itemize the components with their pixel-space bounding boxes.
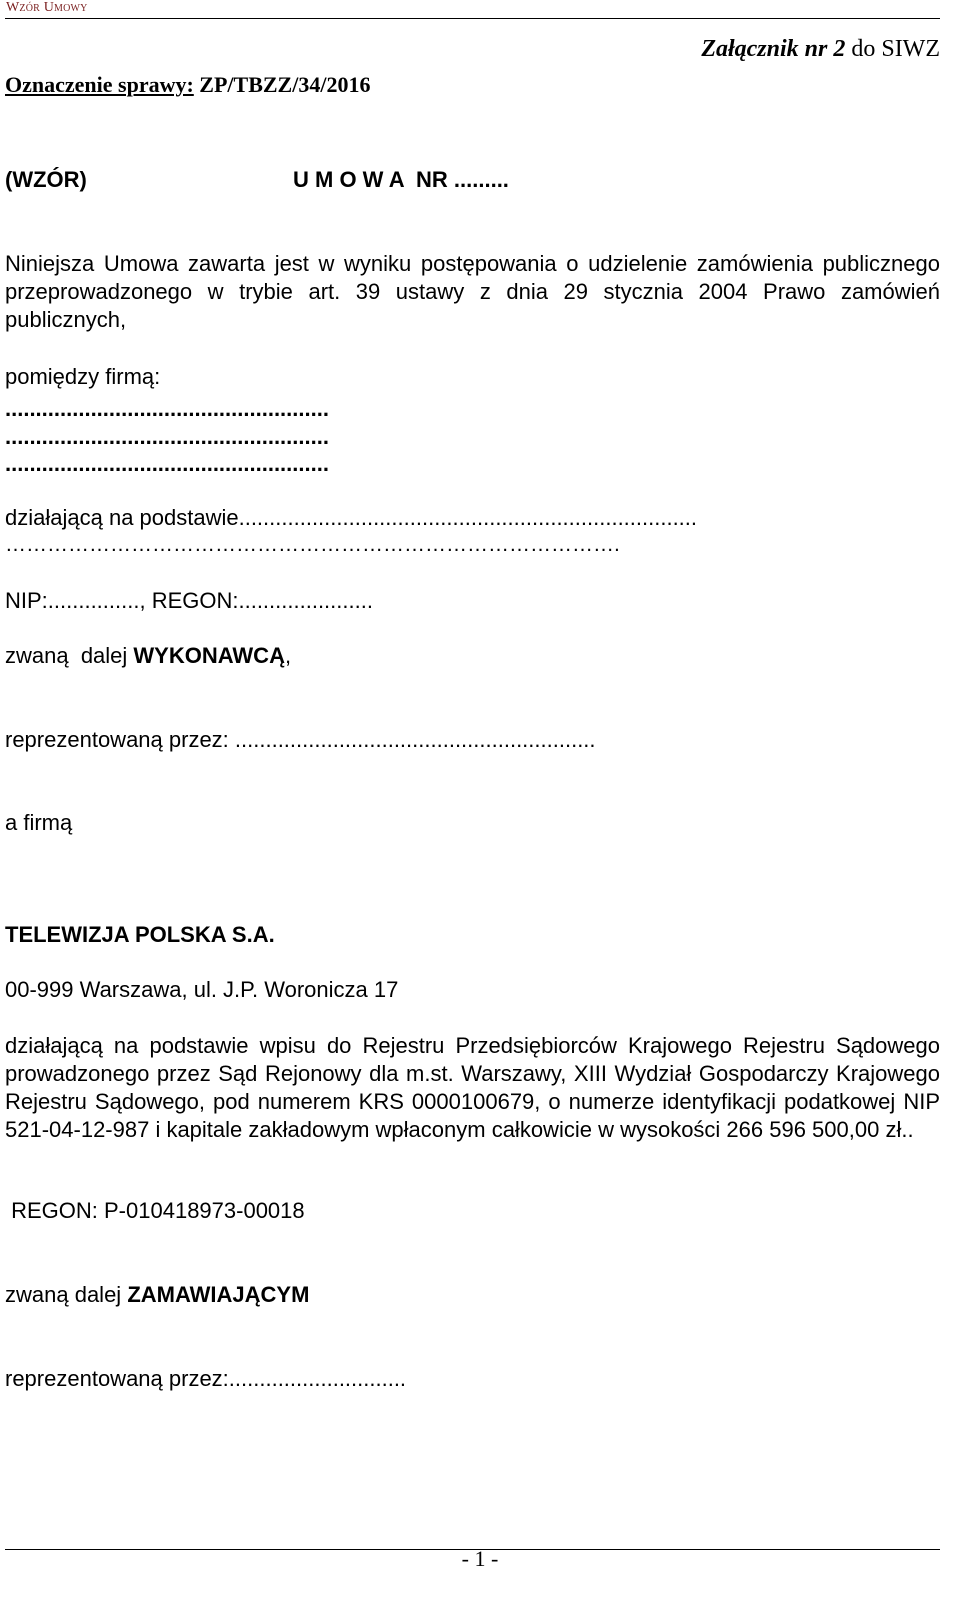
case-number: ZP/TBZZ/34/2016 bbox=[193, 72, 371, 97]
between-label: pomiędzy firmą: bbox=[5, 364, 161, 389]
page-number: - 1 - bbox=[461, 1546, 499, 1571]
and-company-label: a firmą bbox=[5, 810, 73, 835]
orderer-called-name: ZAMAWIAJĄCYM bbox=[127, 1282, 310, 1307]
contractor-dots-1: ..................................................... bbox=[5, 396, 329, 421]
orderer-address: 00-999 Warszawa, ul. J.P. Woronicza 17 bbox=[5, 977, 399, 1002]
contractor-dots-2: ..................................................... bbox=[5, 424, 329, 449]
orderer-registry-paragraph: działającą na podstawie wpisu do Rejestru Przedsiębiorców Krajowego Rejestru Sądowego prowadzonego przez Sąd Rejonowy dla m.st. Warszawy, XIII Wydział Gospodarczy Krajowego Rejestru Sądowego, pod numerem KRS 0000100679, o numerze identyfikacji podatkowej NIP 521-04-12-987 i kapitale zakładowym wpłaconym całkowicie w wysokości 266 596 500,00 zł.. bbox=[5, 1033, 940, 1142]
contractor-basis-cont: ……………………………………………………………………………. bbox=[5, 533, 620, 556]
contractor-called-suffix: , bbox=[284, 643, 292, 668]
annex-label bbox=[701, 36, 940, 63]
contractor-called-name: WYKONAWCĄ bbox=[133, 643, 285, 668]
contractor-called-prefix: zwaną dalej bbox=[5, 643, 134, 668]
case-label: Oznaczenie sprawy: bbox=[5, 72, 194, 97]
contractor-basis: działającą na podstawie........................................................................... bbox=[5, 505, 698, 530]
wzor-label: (WZÓR) bbox=[5, 167, 87, 192]
header-rule bbox=[5, 18, 940, 19]
orderer-called-prefix: zwaną dalej bbox=[5, 1282, 128, 1307]
orderer-represented: reprezentowaną przez:............................. bbox=[5, 1366, 407, 1391]
contractor-dots-3: ..................................................... bbox=[5, 451, 329, 476]
form-label: Wzór Umowy bbox=[6, 0, 88, 15]
contract-title: U M O W A NR ......... bbox=[293, 167, 509, 192]
orderer-name: TELEWIZJA POLSKA S.A. bbox=[5, 922, 275, 947]
contractor-nip-regon: NIP:..............., REGON:...................... bbox=[5, 588, 373, 613]
orderer-regon: REGON: P-010418973-00018 bbox=[5, 1198, 305, 1223]
orderer-called bbox=[5, 1282, 309, 1308]
annex-suffix: do SIWZ bbox=[845, 36, 940, 62]
case-designation bbox=[5, 72, 370, 98]
annex-number: Załącznik nr 2 bbox=[701, 36, 846, 62]
contractor-called bbox=[5, 643, 291, 669]
contractor-represented: reprezentowaną przez: ........................................................... bbox=[5, 727, 596, 752]
intro-paragraph: Niniejsza Umowa zawarta jest w wyniku postępowania o udzielenie zamówienia publicznego przeprowadzonego w trybie art. 39 ustawy z dnia 29 stycznia 2004 Prawo zamówień publicznych, bbox=[5, 251, 940, 332]
